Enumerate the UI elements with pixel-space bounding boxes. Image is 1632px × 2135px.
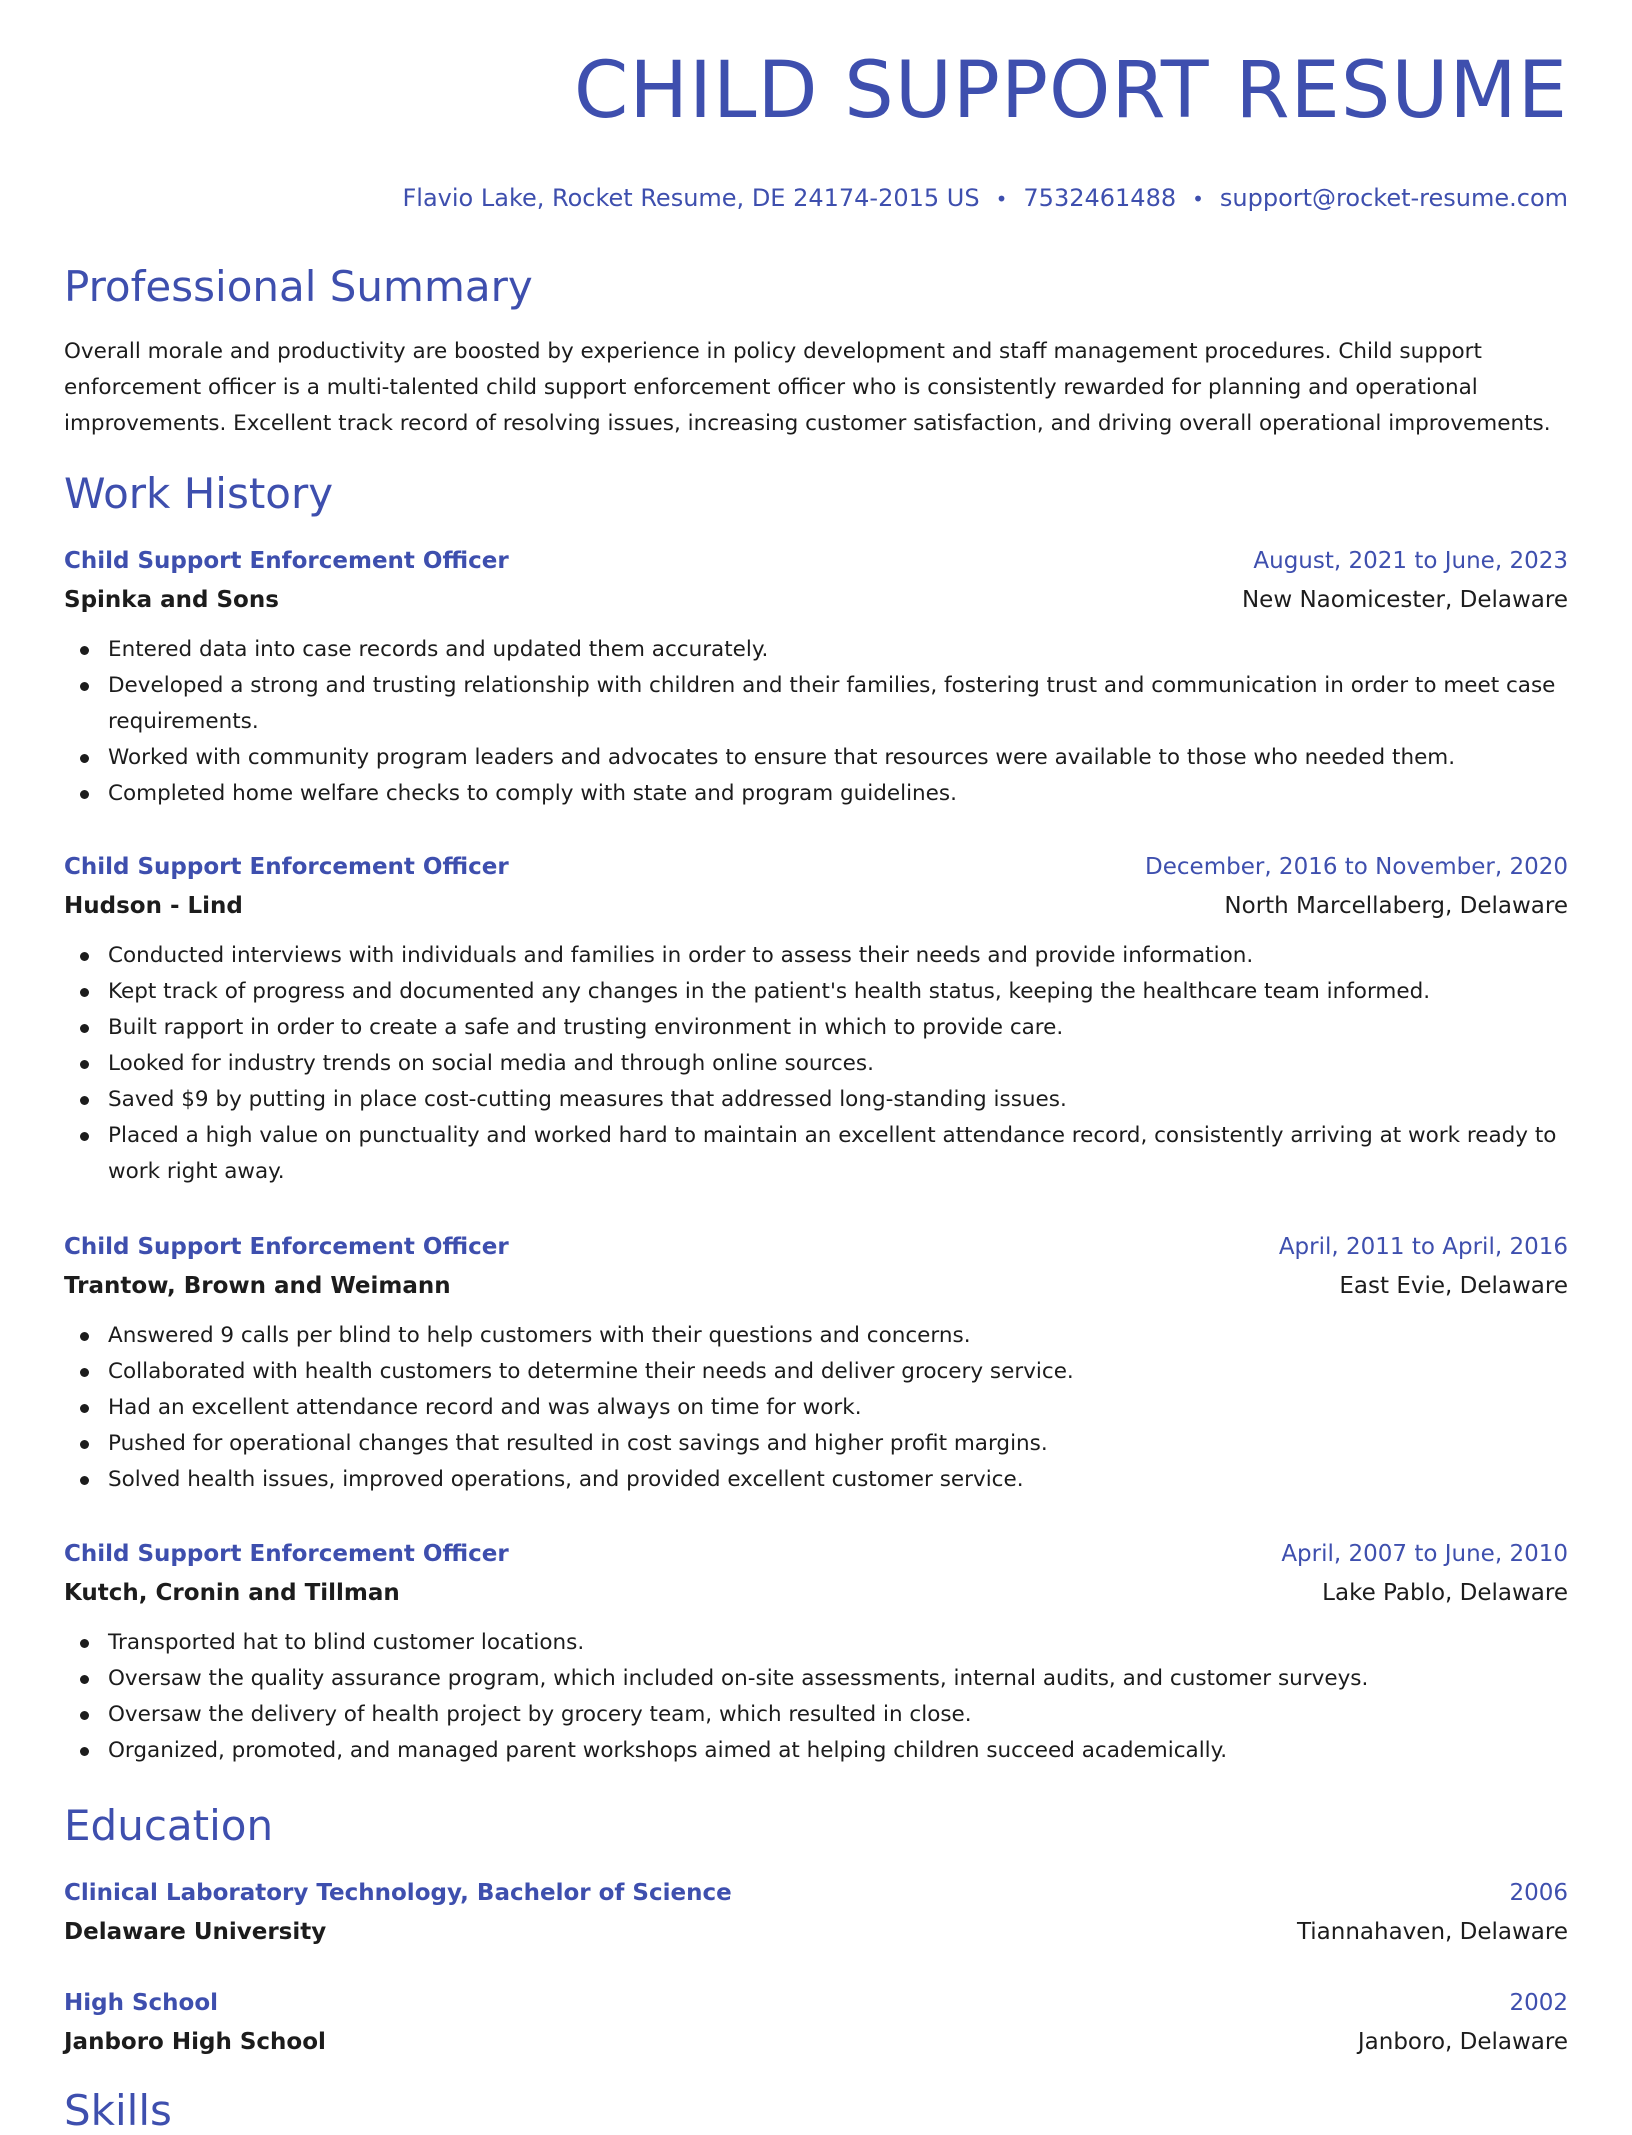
job-bullet: Worked with community program leaders and advocates to ensure that resources were available to those who needed them. — [64, 740, 1568, 776]
education-entry — [64, 1984, 1568, 2062]
section-heading-skills: Skills — [64, 2086, 172, 2135]
job-title: Child Support Enforcement Officer — [64, 1541, 509, 1567]
job-bullet: Solved health issues, improved operations, and provided excellent customer service. — [64, 1462, 1568, 1498]
job-location: East Evie, Delaware — [1339, 1273, 1568, 1299]
section-heading-work-history: Work History — [64, 469, 334, 518]
job-employer: Trantow, Brown and Weimann — [64, 1273, 451, 1299]
section-heading-summary: Professional Summary — [64, 262, 533, 311]
job-bullet: Oversaw the delivery of health project by grocery team, which resulted in close. — [64, 1697, 1568, 1733]
job-dates: April, 2007 to June, 2010 — [1281, 1541, 1568, 1567]
job-entry — [64, 848, 1568, 1190]
job-bullet-list — [64, 1318, 1568, 1498]
contact-phone: 7532461488 — [1023, 184, 1177, 212]
education-location: Tiannahaven, Delaware — [1296, 1919, 1568, 1945]
contact-separator: • — [995, 187, 1008, 211]
resume-title: CHILD SUPPORT RESUME — [573, 46, 1568, 136]
education-year: 2006 — [1509, 1880, 1568, 1906]
job-bullet: Oversaw the quality assurance program, which included on-site assessments, internal audits, and customer surveys. — [64, 1661, 1568, 1697]
job-location: New Naomicester, Delaware — [1241, 587, 1568, 613]
job-bullet: Entered data into case records and updated them accurately. — [64, 632, 1568, 668]
section-heading-education: Education — [64, 1801, 274, 1850]
education-entry — [64, 1874, 1568, 1952]
job-bullet: Completed home welfare checks to comply with state and program guidelines. — [64, 776, 1568, 812]
job-bullet: Placed a high value on punctuality and worked hard to maintain an excellent attendance record, consistently arriving at work ready to work right away. — [64, 1118, 1568, 1190]
education-location: Janboro, Delaware — [1357, 2029, 1568, 2055]
job-dates: August, 2021 to June, 2023 — [1253, 548, 1568, 574]
job-bullet: Collaborated with health customers to determine their needs and deliver grocery service. — [64, 1354, 1568, 1390]
job-bullet: Organized, promoted, and managed parent workshops aimed at helping children succeed academically. — [64, 1733, 1568, 1769]
education-year: 2002 — [1509, 1990, 1568, 2016]
job-bullet: Built rapport in order to create a safe and trusting environment in which to provide care. — [64, 1010, 1568, 1046]
job-bullet: Developed a strong and trusting relationship with children and their families, fostering trust and communication in order to meet case requirements. — [64, 668, 1568, 740]
job-bullet: Answered 9 calls per blind to help customers with their questions and concerns. — [64, 1318, 1568, 1354]
job-bullet: Saved $9 by putting in place cost-cutting measures that addressed long-standing issues. — [64, 1082, 1568, 1118]
job-bullet: Looked for industry trends on social media and through online sources. — [64, 1046, 1568, 1082]
job-employer: Spinka and Sons — [64, 587, 279, 613]
job-bullet: Kept track of progress and documented any changes in the patient's health status, keeping the healthcare team informed. — [64, 974, 1568, 1010]
education-school: Delaware University — [64, 1919, 327, 1945]
education-degree: Clinical Laboratory Technology, Bachelor of Science — [64, 1880, 732, 1906]
contact-address: Flavio Lake, Rocket Resume, DE 24174-2015 US — [402, 184, 980, 212]
education-school: Janboro High School — [64, 2029, 326, 2055]
job-title: Child Support Enforcement Officer — [64, 1234, 509, 1260]
job-bullet: Pushed for operational changes that resulted in cost savings and higher profit margins. — [64, 1426, 1568, 1462]
job-employer: Kutch, Cronin and Tillman — [64, 1580, 400, 1606]
job-dates: April, 2011 to April, 2016 — [1278, 1234, 1568, 1260]
job-bullet-list — [64, 632, 1568, 812]
contact-separator: • — [1192, 187, 1204, 211]
job-bullet: Transported hat to blind customer locations. — [64, 1625, 1568, 1661]
contact-email: support@rocket-resume.com — [1219, 184, 1568, 212]
job-entry — [64, 542, 1568, 812]
education-degree: High School — [64, 1990, 219, 2016]
job-entry — [64, 1535, 1568, 1769]
job-location: Lake Pablo, Delaware — [1322, 1580, 1568, 1606]
job-bullet-list — [64, 1625, 1568, 1769]
job-employer: Hudson - Lind — [64, 893, 243, 919]
job-entry — [64, 1228, 1568, 1498]
job-title: Child Support Enforcement Officer — [64, 548, 509, 574]
job-bullet-list — [64, 938, 1568, 1190]
job-bullet: Conducted interviews with individuals and families in order to assess their needs and provide information. — [64, 938, 1568, 974]
job-title: Child Support Enforcement Officer — [64, 854, 509, 880]
summary-text: Overall morale and productivity are boosted by experience in policy development and staff management procedures. Child support enforcement officer is a multi-talented child support enforcement officer who is consistently rewarded for planning and operational improvements. Excellent track record of resolving issues, increasing customer satisfaction, and driving overall operational improvements. — [64, 339, 1551, 436]
contact-line — [403, 183, 1569, 214]
job-bullet: Had an excellent attendance record and was always on time for work. — [64, 1390, 1568, 1426]
job-dates: December, 2016 to November, 2020 — [1145, 854, 1568, 880]
job-location: North Marcellaberg, Delaware — [1224, 893, 1568, 919]
